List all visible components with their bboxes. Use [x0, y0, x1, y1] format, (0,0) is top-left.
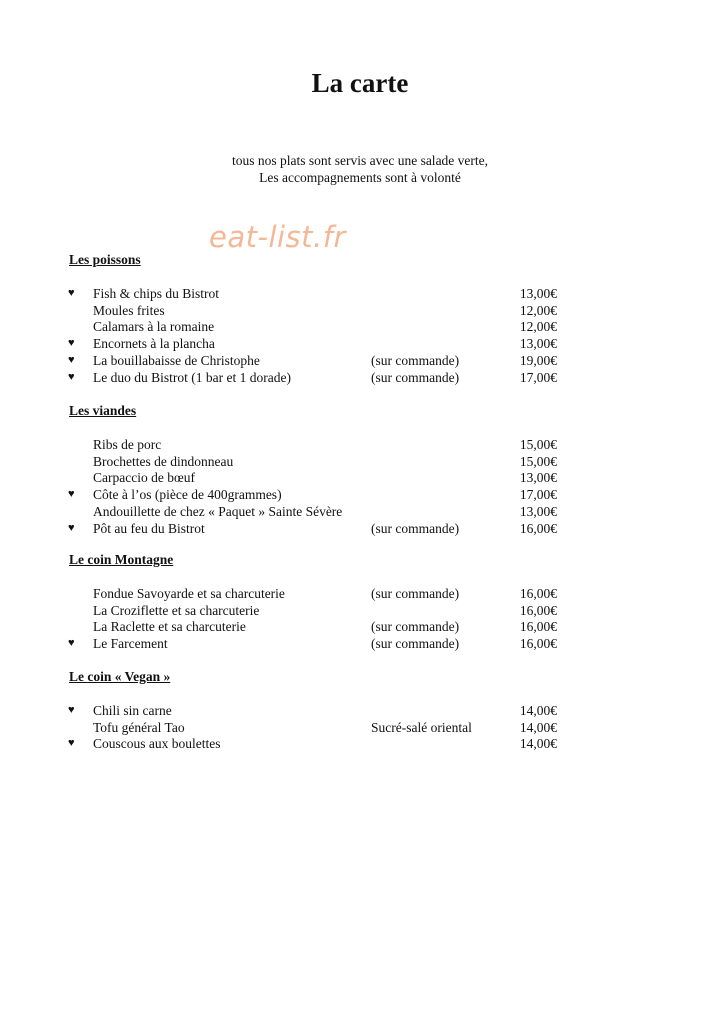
menu-item [0, 504, 720, 521]
item-price: 17,00€ [519, 369, 557, 385]
item-price: 16,00€ [519, 636, 557, 652]
heart-icon: ♥ [68, 737, 75, 750]
menu-item [0, 521, 720, 538]
item-name: Côte à l’os (pièce de 400grammes) [93, 487, 282, 503]
item-name: Le Farcement [93, 636, 168, 652]
heart-icon: ♥ [68, 637, 75, 650]
heart-icon: ♥ [68, 287, 75, 299]
item-name: Chili sin carne [93, 703, 172, 718]
item-name: Calamars à la romaine [93, 319, 215, 335]
heart-icon: ♥ [68, 521, 75, 534]
watermark: eat-list.fr [209, 220, 346, 254]
menu-item [0, 454, 720, 471]
section-title: Le coin Montagne [69, 552, 174, 567]
menu-item [0, 586, 720, 603]
item-name: Moules frites [93, 302, 165, 318]
item-name: Le duo du Bistrot (1 bar et 1 dorade) [93, 369, 291, 385]
item-price: 13,00€ [519, 470, 557, 486]
menu-item [0, 336, 720, 353]
menu-item [0, 703, 720, 720]
heart-icon: ♥ [68, 370, 75, 383]
menu-item [0, 636, 720, 653]
item-name: Brochettes de dindonneau [93, 453, 234, 469]
section-title: Le coin « Vegan » [69, 669, 171, 684]
item-price: 12,00€ [519, 302, 557, 318]
item-price: 17,00€ [519, 487, 557, 503]
item-price: 12,00€ [519, 319, 557, 335]
item-price: 14,00€ [519, 736, 557, 752]
item-note: (sur commande) [371, 586, 460, 601]
item-note: (sur commande) [371, 369, 460, 385]
item-note: Sucré-salé oriental [371, 719, 472, 735]
item-name: Ribs de porc [93, 437, 162, 452]
menu-item [0, 286, 720, 303]
item-price: 16,00€ [519, 586, 557, 601]
item-name: Fondue Savoyarde et sa charcuterie [93, 586, 285, 601]
heart-icon: ♥ [68, 353, 75, 366]
menu-item [0, 603, 720, 620]
menu-item [0, 303, 720, 320]
item-note: (sur commande) [371, 619, 460, 635]
item-price: 13,00€ [519, 286, 557, 301]
heart-icon: ♥ [68, 337, 75, 350]
item-price: 16,00€ [519, 520, 557, 536]
item-note: (sur commande) [371, 636, 460, 652]
item-name: Pôt au feu du Bistrot [93, 520, 205, 536]
item-name: La Croziflette et sa charcuterie [93, 602, 260, 618]
item-name: La bouillabaisse de Christophe [93, 352, 260, 368]
menu-item [0, 437, 720, 454]
intro-line: tous nos plats sont servis avec une salade verte, [231, 153, 489, 168]
menu-item [0, 487, 720, 504]
item-price: 16,00€ [519, 602, 557, 618]
item-price: 14,00€ [519, 703, 557, 718]
item-note: (sur commande) [371, 352, 460, 368]
section-title: Les viandes [69, 403, 137, 418]
menu-item [0, 720, 720, 737]
page-title: La carte [311, 68, 409, 98]
section-title: Les poissons [69, 252, 141, 267]
item-price: 15,00€ [519, 437, 557, 452]
item-name: Tofu général Tao [93, 719, 185, 735]
heart-icon: ♥ [68, 704, 75, 716]
item-price: 13,00€ [519, 336, 557, 352]
menu-item [0, 736, 720, 753]
item-name: Encornets à la plancha [93, 336, 215, 352]
menu-item [0, 470, 720, 487]
item-price: 15,00€ [519, 453, 557, 469]
item-price: 14,00€ [519, 719, 557, 735]
menu-item [0, 319, 720, 336]
item-name: Andouillette de chez « Paquet » Sainte Sévère [93, 503, 343, 519]
item-name: Carpaccio de bœuf [93, 470, 195, 486]
menu-item [0, 619, 720, 636]
item-name: Couscous aux boulettes [93, 736, 221, 752]
item-name: La Raclette et sa charcuterie [93, 619, 246, 635]
intro-line: Les accompagnements sont à volonté [259, 170, 461, 185]
item-note: (sur commande) [371, 520, 460, 536]
heart-icon: ♥ [68, 488, 75, 501]
item-price: 13,00€ [519, 503, 557, 519]
item-price: 19,00€ [519, 352, 557, 368]
menu-item [0, 370, 720, 387]
item-price: 16,00€ [519, 619, 557, 635]
menu-item [0, 353, 720, 370]
item-name: Fish & chips du Bistrot [93, 286, 220, 301]
